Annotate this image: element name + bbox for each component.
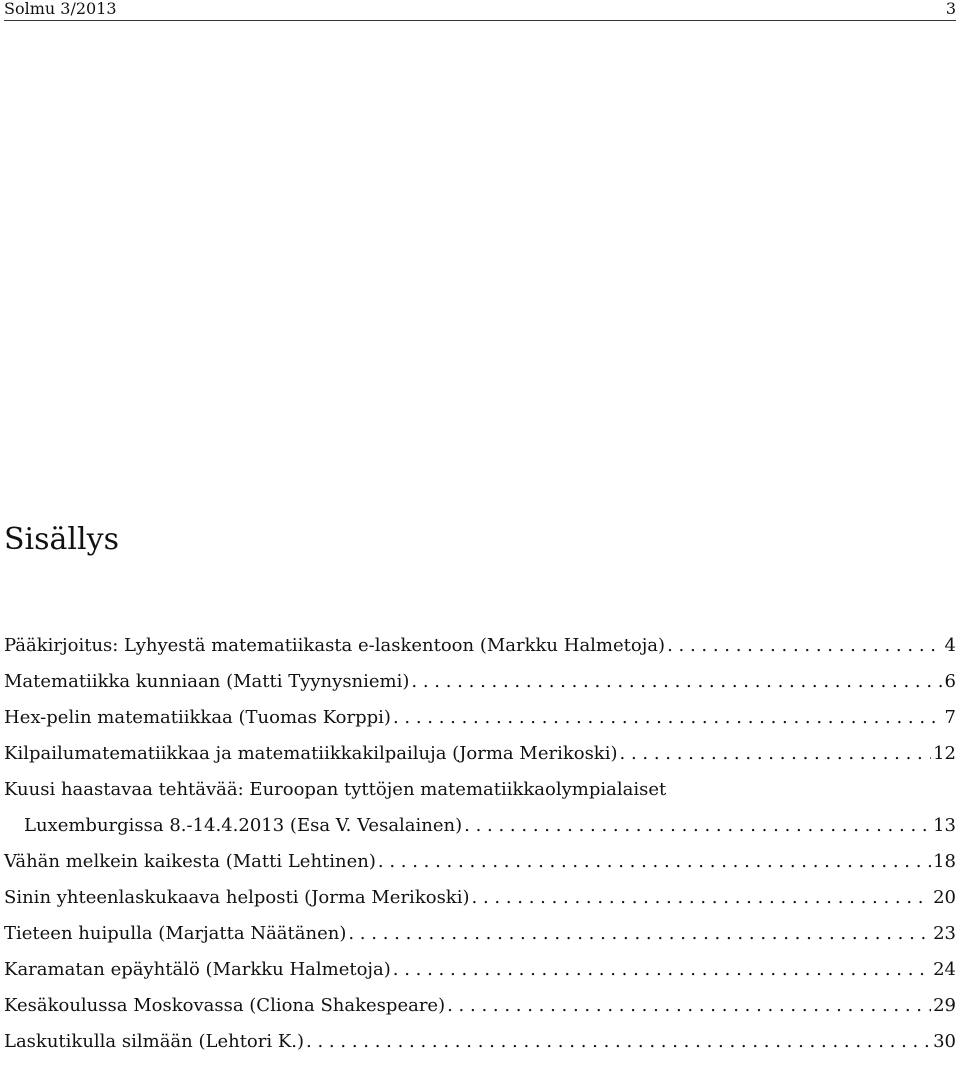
dot-leader (447, 988, 931, 1024)
toc-entry-page: 29 (933, 995, 956, 1016)
toc-entry[interactable] (4, 664, 956, 700)
toc-entry-page: 30 (933, 1031, 956, 1052)
toc-entry-page: 7 (944, 707, 956, 728)
toc-entry-title: Vähän melkein kaikesta (Matti Lehtinen) (4, 851, 376, 872)
page-title: Sisällys (4, 522, 119, 557)
toc-entry-title: Laskutikulla silmään (Lehtori K.) (4, 1031, 305, 1052)
toc-entry-title-line2: Luxemburgissa 8.-14.4.2013 (Esa V. Vesalainen) (24, 815, 463, 836)
toc-entry[interactable] (4, 700, 956, 736)
toc-entry-multiline[interactable] (4, 772, 956, 844)
running-header (4, 0, 956, 21)
toc-entry[interactable] (4, 844, 956, 880)
toc-entry[interactable] (4, 952, 956, 988)
toc-entry-title: Kilpailumatematiikkaa ja matematiikkakilpailuja (Jorma Merikoski) (4, 743, 618, 764)
dot-leader (411, 664, 942, 700)
dot-leader (378, 844, 931, 880)
issue-label: Solmu 3/2013 (4, 0, 117, 18)
toc-entry-page: 24 (933, 959, 956, 980)
toc-entry-continuation (4, 808, 956, 844)
dot-leader (472, 880, 932, 916)
toc-entry-page: 4 (944, 635, 956, 656)
toc-entry[interactable] (4, 988, 956, 1024)
toc-entry-title: Pääkirjoitus: Lyhyestä matematiikasta e-laskentoon (Markku Halmetoja) (4, 635, 666, 656)
dot-leader (620, 736, 932, 772)
toc-entry-page: 23 (933, 923, 956, 944)
toc-entry-page: 6 (944, 671, 956, 692)
toc-entry-page: 13 (933, 815, 956, 836)
toc-entry[interactable] (4, 736, 956, 772)
toc-entry-title: Kesäkoulussa Moskovassa (Cliona Shakespeare) (4, 995, 446, 1016)
dot-leader (393, 952, 931, 988)
toc-entry-page: 20 (933, 887, 956, 908)
dot-leader (306, 1024, 931, 1060)
toc-entry-title: Matematiikka kunniaan (Matti Tyynysniemi) (4, 671, 410, 692)
dot-leader (667, 628, 942, 664)
toc-entry-title: Sinin yhteenlaskukaava helposti (Jorma Merikoski) (4, 887, 470, 908)
toc-entry[interactable] (4, 1024, 956, 1060)
toc-entry-title: Tieteen huipulla (Marjatta Näätänen) (4, 923, 347, 944)
toc-entry[interactable] (4, 628, 956, 664)
toc-entry-title: Karamatan epäyhtälö (Markku Halmetoja) (4, 959, 391, 980)
dot-leader (393, 700, 943, 736)
toc-entry-page: 12 (933, 743, 956, 764)
page-number: 3 (945, 0, 956, 18)
toc-entry[interactable] (4, 916, 956, 952)
toc-entry-title: Hex-pelin matematiikkaa (Tuomas Korppi) (4, 707, 391, 728)
table-of-contents (4, 628, 956, 1060)
dot-leader (348, 916, 931, 952)
toc-entry-title-line1: Kuusi haastavaa tehtävää: Euroopan tyttöjen matematiikkaolympialaiset (4, 779, 667, 800)
dot-leader (464, 808, 931, 844)
toc-entry[interactable] (4, 880, 956, 916)
toc-entry-page: 18 (933, 851, 956, 872)
